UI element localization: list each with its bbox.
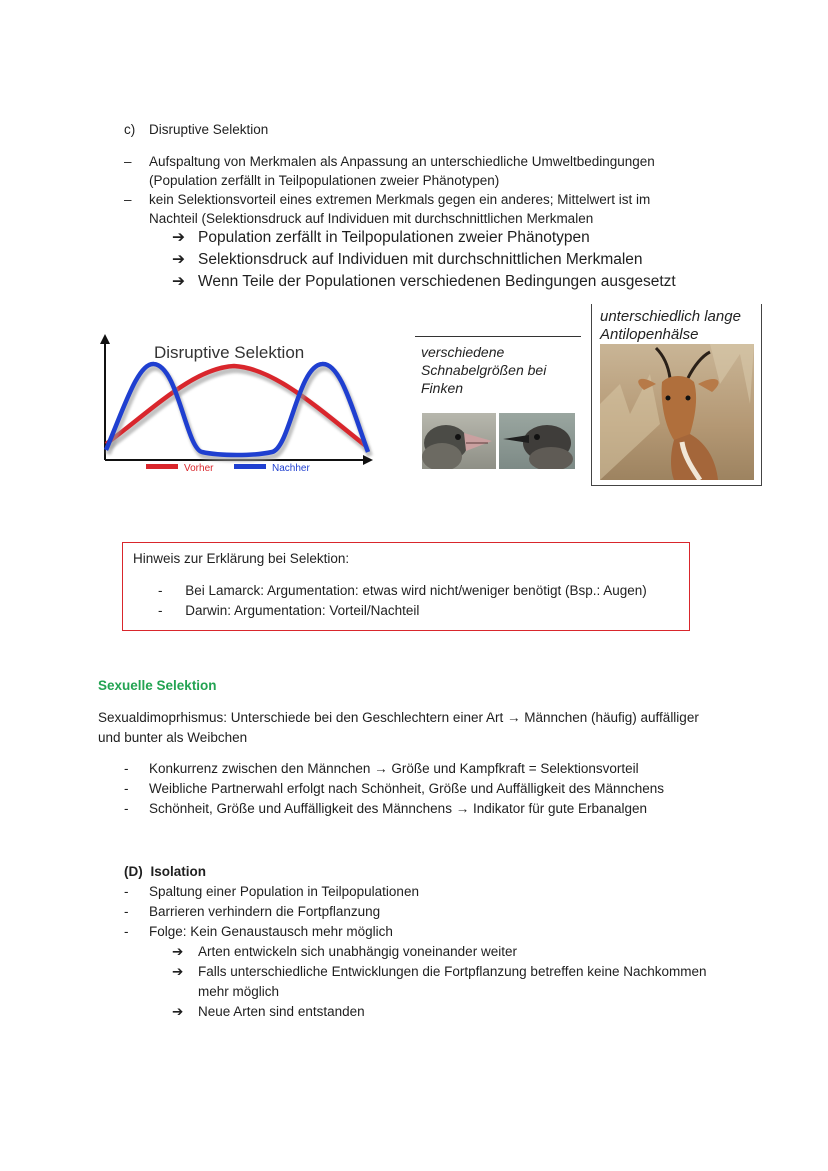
arrow-icon: ➔	[172, 944, 184, 959]
bullet-dash-icon: -	[124, 904, 129, 919]
legend-before-swatch	[146, 464, 178, 469]
arrow-icon: ➔	[172, 273, 185, 290]
disruptive-chart-figure	[96, 332, 381, 480]
isolation-list-item: Barrieren verhindern die Fortpflanzung	[149, 904, 381, 919]
bullet-dash-icon: -	[124, 801, 129, 816]
finches-caption	[421, 343, 546, 397]
section-c-title: Disruptive Selektion	[149, 122, 269, 137]
arrow-point-text: Population zerfällt in Teilpopulationen zweier Phänotypen	[198, 229, 590, 246]
caption-line: unterschiedlich lange	[600, 308, 741, 325]
section-c-heading	[124, 120, 269, 139]
hint-item-text: Bei Lamarck: Argumentation: etwas wird nicht/weniger benötigt (Bsp.: Augen)	[185, 583, 647, 598]
isolation-heading	[124, 862, 206, 881]
finch-small-beak-image	[499, 413, 575, 469]
hint-item-text: Darwin: Argumentation: Vorteil/Nachteil	[185, 603, 420, 618]
finch-large-beak-image	[422, 413, 496, 469]
arrow-point-text: Wenn Teile der Populationen verschiedenen Bedingungen ausgesetzt	[198, 273, 676, 290]
chart-title: Disruptive Selektion	[154, 343, 305, 362]
sexual-selection-heading: Sexuelle Selektion	[98, 678, 217, 693]
arrow-point	[172, 942, 517, 961]
bullet-line: Nachteil (Selektionsdruck auf Individuen mit durchschnittlichen Merkmalen	[149, 211, 594, 226]
bullet-dash-icon: -	[158, 603, 163, 618]
legend-after-swatch	[234, 464, 266, 469]
bullet-dash-icon: -	[124, 884, 129, 899]
arrow-point	[172, 962, 707, 981]
sexual-list-item: Schönheit, Größe und Auffälligkeit des Männchens → Indikator für gute Erbanalgen	[149, 801, 648, 816]
sexual-intro-line: Sexualdimoprhismus: Unterschiede bei den Geschlechtern einer Art → Männchen (häufig) auffälliger	[98, 710, 699, 725]
arrow-icon: ➔	[172, 251, 185, 268]
arrow-point-text: Neue Arten sind entstanden	[198, 1004, 365, 1019]
sexual-list-item: Konkurrenz zwischen den Männchen → Größe und Kampfkraft = Selektionsvorteil	[149, 761, 639, 776]
caption-line: Antilopenhälse	[600, 326, 699, 343]
divider	[415, 336, 581, 337]
arrow-point-continuation: mehr möglich	[198, 984, 280, 999]
antelope-caption	[600, 308, 741, 344]
bullet-dash-icon: -	[124, 924, 129, 939]
finches-figure	[415, 336, 581, 472]
finch-icon	[499, 413, 575, 469]
legend-before-label: Vorher	[184, 463, 214, 474]
arrow-point	[172, 1002, 365, 1021]
antelope-icon	[600, 344, 754, 480]
arrow-icon: ➔	[172, 964, 184, 979]
arrow-point-text: Selektionsdruck auf Individuen mit durchschnittlichen Merkmalen	[198, 251, 643, 268]
arrow-point-text: Arten entwickeln sich unabhängig voneinander weiter	[198, 944, 517, 959]
disruptive-chart	[96, 332, 381, 480]
isolation-list-item: Spaltung einer Population in Teilpopulationen	[149, 884, 419, 899]
hint-title: Hinweis zur Erklärung bei Selektion:	[133, 551, 350, 566]
arrow-icon: ➔	[172, 1004, 184, 1019]
bullet-dash-icon: -	[158, 583, 163, 598]
arrow-point	[172, 249, 643, 270]
hint-box	[122, 542, 690, 631]
caption-line: verschiedene	[421, 344, 505, 360]
legend-after-label: Nachher	[272, 463, 310, 474]
y-axis-arrow-icon	[100, 334, 110, 344]
sexual-list-item: Weibliche Partnerwahl erfolgt nach Schönheit, Größe und Auffälligkeit des Männchens	[149, 781, 665, 796]
caption-line: Schnabelgrößen bei	[421, 362, 547, 378]
bullet-line: kein Selektionsvorteil eines extremen Merkmals gegen ein anderes; Mittelwert ist im	[149, 192, 651, 207]
arrow-point	[172, 271, 676, 292]
dash-icon: –	[124, 192, 132, 207]
arrow-point-text: Falls unterschiedliche Entwicklungen die Fortpflanzung betreffen keine Nachkommen	[198, 964, 707, 979]
finch-icon	[422, 413, 496, 469]
caption-line: Finken	[421, 380, 464, 396]
sexual-intro-line: und bunter als Weibchen	[98, 730, 248, 745]
antelope-figure	[591, 304, 762, 486]
section-c-label: c)	[124, 122, 136, 137]
arrow-point	[172, 227, 590, 248]
antelope-image	[600, 344, 754, 480]
bullet-dash-icon: -	[124, 781, 129, 796]
hint-item	[158, 601, 419, 620]
bullet-line: (Population zerfällt in Teilpopulationen zweier Phänotypen)	[149, 173, 500, 188]
isolation-title: Isolation	[150, 864, 207, 879]
bullet-line: Aufspaltung von Merkmalen als Anpassung an unterschiedliche Umweltbedingungen	[149, 154, 655, 169]
arrow-icon: ➔	[172, 229, 185, 246]
bullet-dash-icon: -	[124, 761, 129, 776]
isolation-label: (D)	[124, 864, 143, 879]
isolation-list-item: Folge: Kein Genaustausch mehr möglich	[149, 924, 393, 939]
dash-icon: –	[124, 154, 132, 169]
hint-item	[158, 581, 647, 600]
